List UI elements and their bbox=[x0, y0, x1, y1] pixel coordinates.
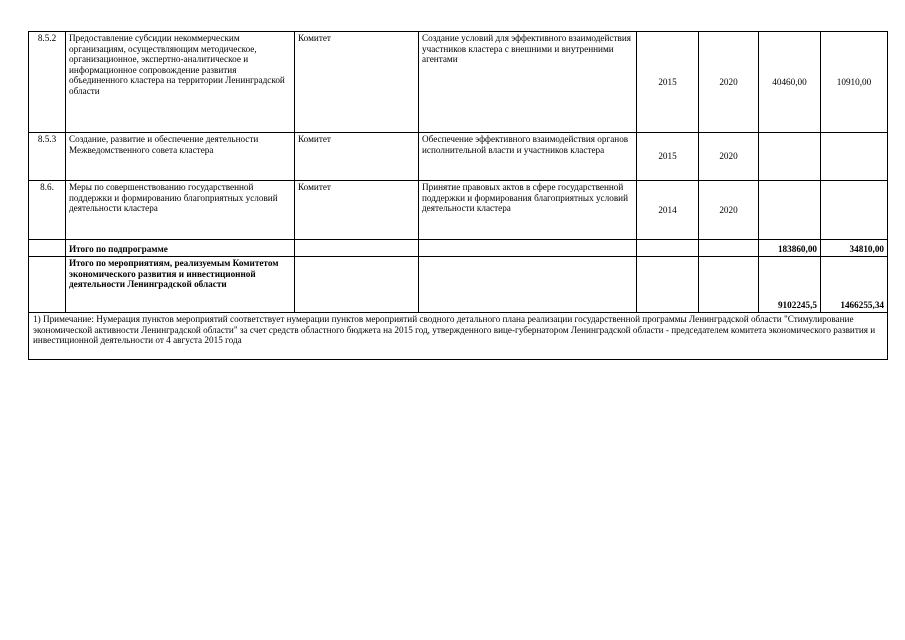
empty-cell bbox=[419, 257, 637, 313]
grand-total-row bbox=[29, 257, 888, 313]
grand-total-total: 9102245,5 bbox=[759, 257, 821, 313]
empty-cell bbox=[699, 240, 759, 257]
grand-total-year: 1466255,34 bbox=[821, 257, 888, 313]
empty-cell bbox=[295, 257, 419, 313]
start-year: 2015 bbox=[637, 32, 699, 133]
activity-name: Создание, развитие и обеспечение деятельности Межведомственного совета кластера bbox=[66, 133, 295, 181]
subtotal-total: 183860,00 bbox=[759, 240, 821, 257]
empty-cell bbox=[29, 240, 66, 257]
empty-cell bbox=[419, 240, 637, 257]
end-year: 2020 bbox=[699, 133, 759, 181]
note-row bbox=[29, 313, 888, 360]
row-number: 8.6. bbox=[29, 181, 66, 240]
empty-cell bbox=[29, 257, 66, 313]
footnote: 1) Примечание: Нумерация пунктов мероприятий соответствует нумерации пунктов мероприятий сводного детального плана реализации государственной программы Ленинградской области "Стимулирование экономической активности Ленинградской области" за счет средств областного бюджета на 2015 год, утвержденного вице-губернатором Ленинградской области - председателем комитета экономического развития и инвестиционной деятельности от 4 августа 2015 года bbox=[29, 313, 888, 360]
table-row bbox=[29, 181, 888, 240]
subtotal-label: Итого по подпрограмме bbox=[66, 240, 295, 257]
executor: Комитет bbox=[295, 133, 419, 181]
executor: Комитет bbox=[295, 181, 419, 240]
subtotal-row bbox=[29, 240, 888, 257]
empty-cell bbox=[699, 257, 759, 313]
grand-total-label-text: Итого по мероприятиям, реализуемым Комитетом экономического развития и инвестиционной деятельности Ленинградской области bbox=[69, 258, 279, 290]
expected-result: Создание условий для эффективного взаимодействия участников кластера с внешними и внутренними агентами bbox=[419, 32, 637, 133]
table-row bbox=[29, 133, 888, 181]
end-year: 2020 bbox=[699, 181, 759, 240]
year-amount: 10910,00 bbox=[821, 32, 888, 133]
grand-total-label bbox=[66, 257, 295, 313]
plan-table-page bbox=[28, 31, 887, 360]
empty-cell bbox=[637, 240, 699, 257]
year-amount bbox=[821, 133, 888, 181]
expected-result: Обеспечение эффективного взаимодействия органов исполнительной власти и участников кластера bbox=[419, 133, 637, 181]
row-number: 8.5.2 bbox=[29, 32, 66, 133]
executor: Комитет bbox=[295, 32, 419, 133]
table-row bbox=[29, 32, 888, 133]
subtotal-year: 34810,00 bbox=[821, 240, 888, 257]
activity-name: Меры по совершенствованию государственной поддержки и формированию благоприятных условий деятельности кластера bbox=[66, 181, 295, 240]
row-number: 8.5.3 bbox=[29, 133, 66, 181]
end-year: 2020 bbox=[699, 32, 759, 133]
start-year: 2015 bbox=[637, 133, 699, 181]
total-amount: 40460,00 bbox=[759, 32, 821, 133]
start-year: 2014 bbox=[637, 181, 699, 240]
year-amount bbox=[821, 181, 888, 240]
total-amount bbox=[759, 181, 821, 240]
total-amount bbox=[759, 133, 821, 181]
empty-cell bbox=[637, 257, 699, 313]
activities-table bbox=[28, 31, 888, 360]
activity-name: Предоставление субсидии некоммерческим организациям, осуществляющим методическое, организационное, экспертно-аналитическое и информационное сопровождение развития объединенного кластера на территории Ленинградской области bbox=[66, 32, 295, 133]
expected-result: Принятие правовых актов в сфере государственной поддержки и формирования благоприятных условий деятельности кластера bbox=[419, 181, 637, 240]
empty-cell bbox=[295, 240, 419, 257]
